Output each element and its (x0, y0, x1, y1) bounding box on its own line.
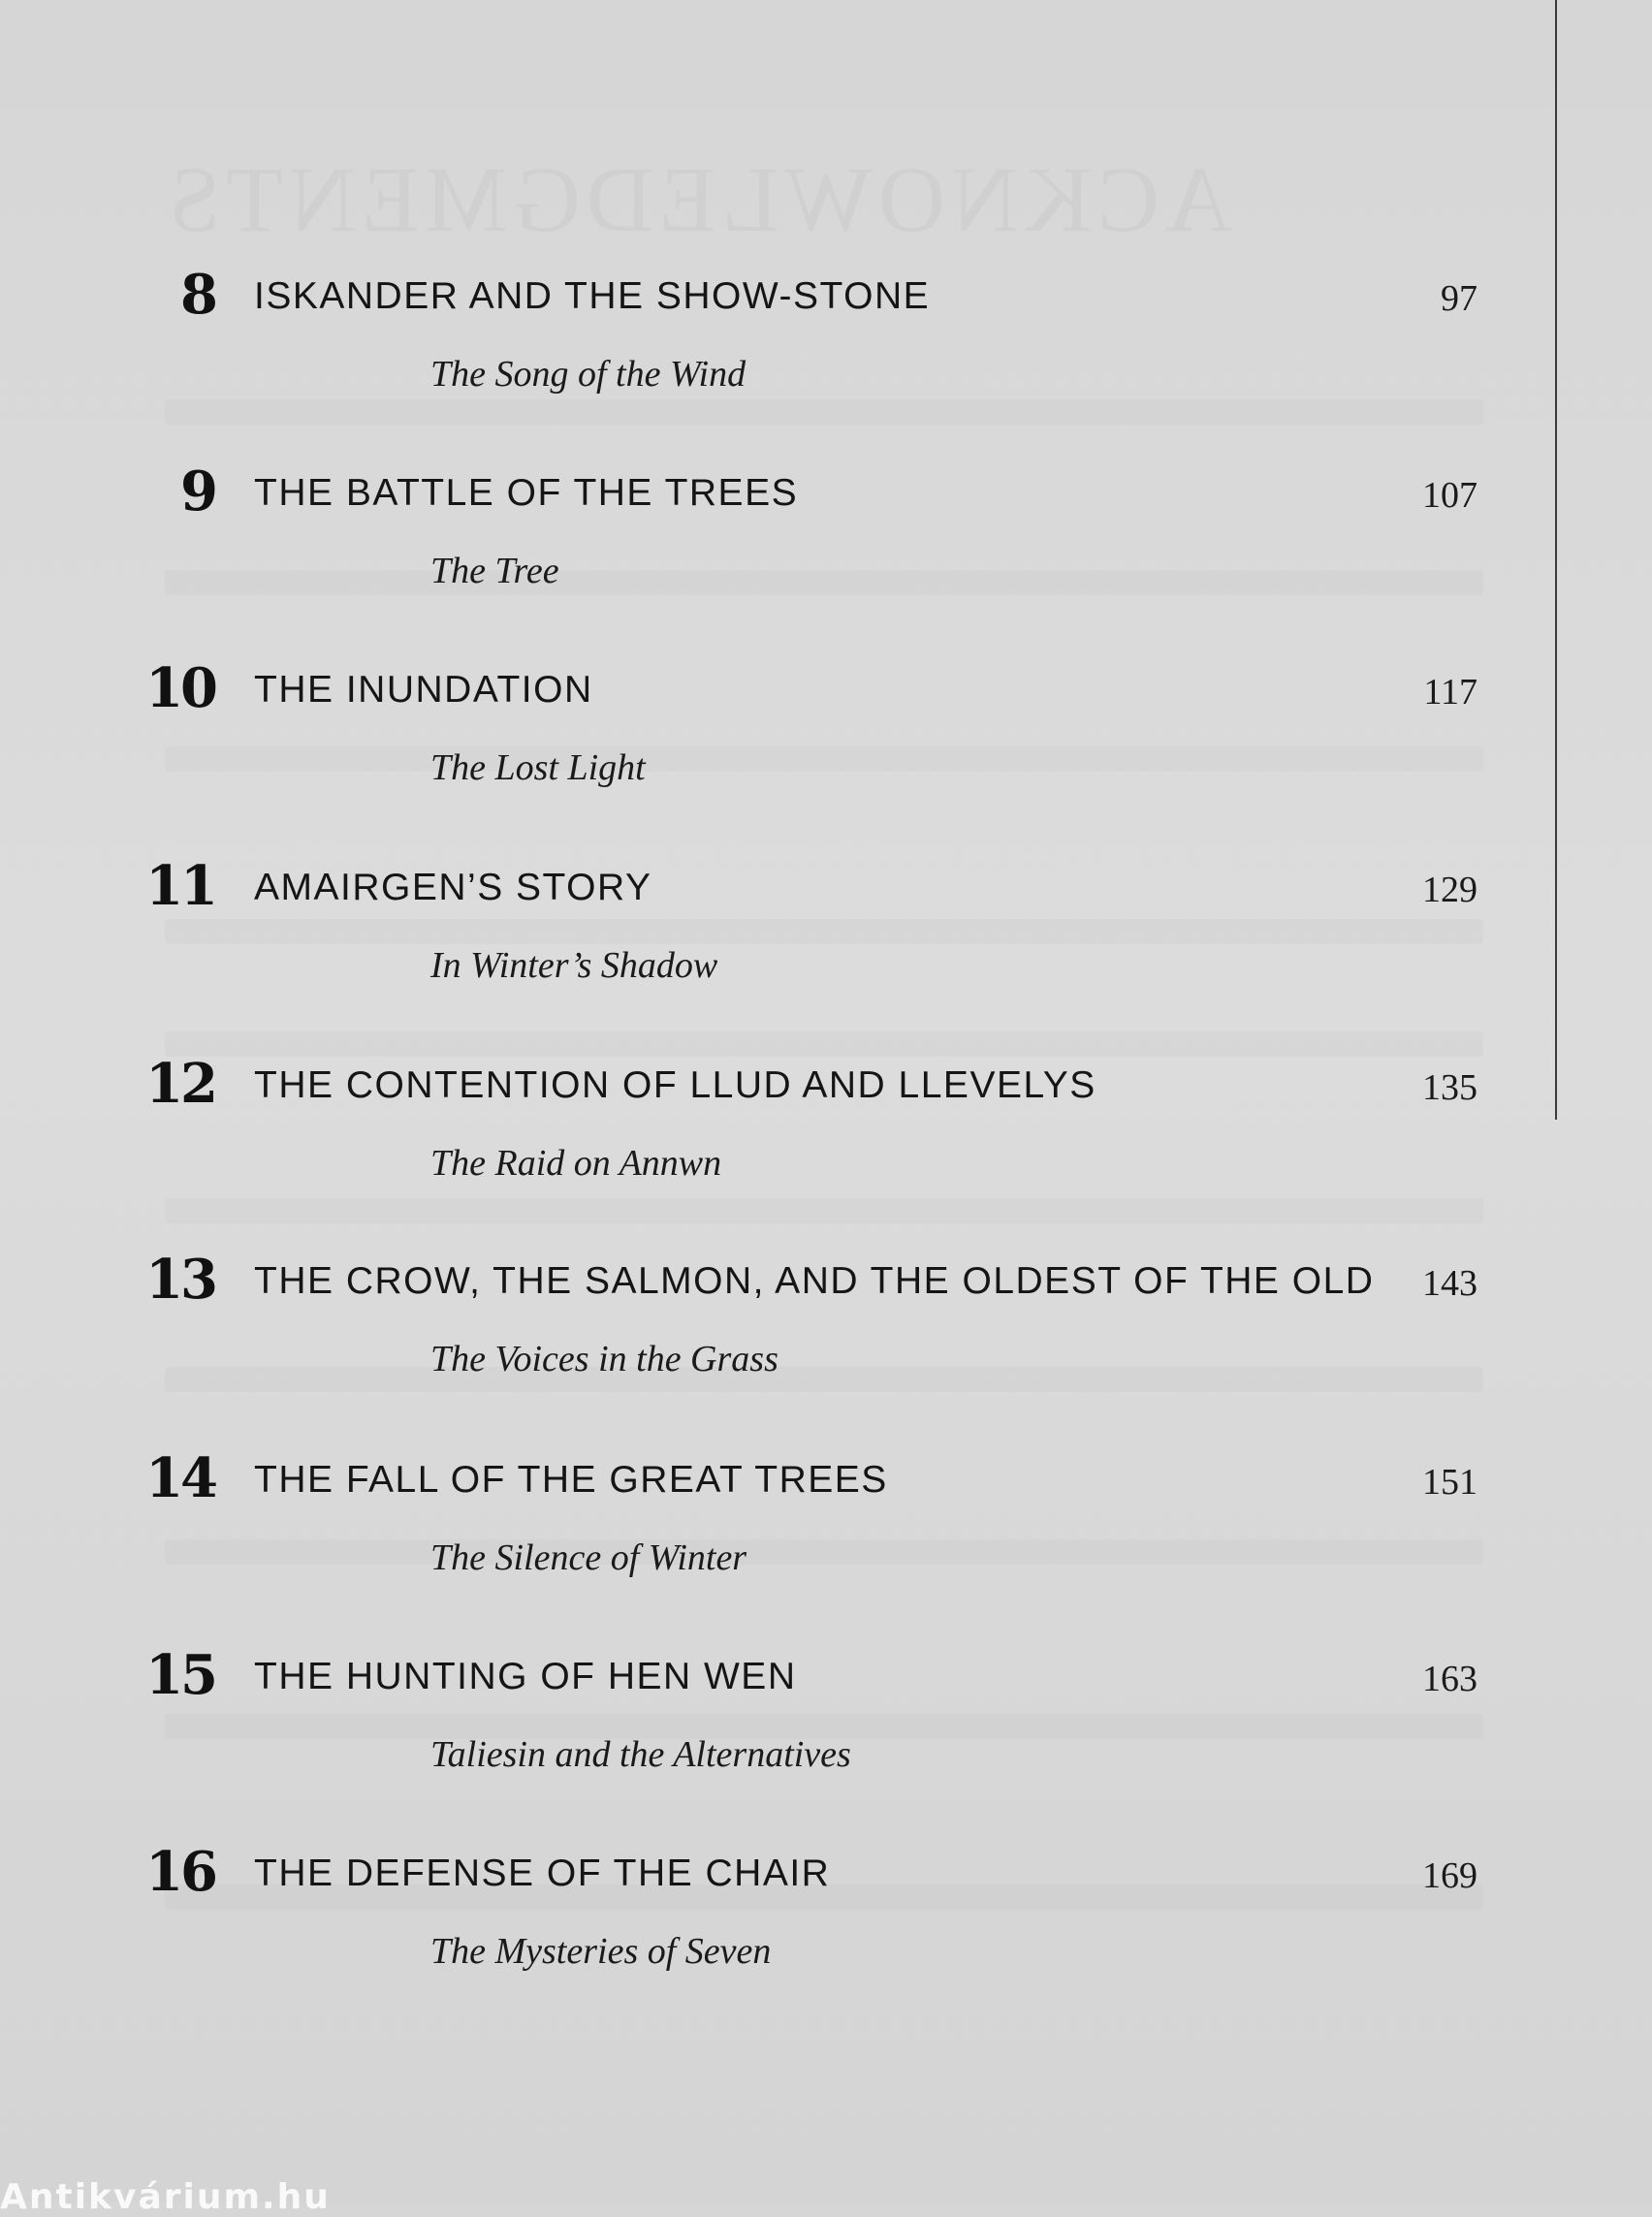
page-number: 97 (1441, 278, 1477, 319)
toc-entry (0, 1247, 1652, 1441)
page-number: 135 (1422, 1067, 1477, 1108)
chapter-number: 16 (145, 1840, 215, 1904)
toc-entry (0, 655, 1652, 849)
page-number: 107 (1422, 475, 1477, 516)
chapter-number: 10 (145, 656, 215, 720)
chapter-title: ISKANDER AND THE SHOW-STONE (254, 275, 931, 317)
chapter-subtitle: The Tree (430, 551, 559, 591)
chapter-title: THE CONTENTION OF LLUD AND LLEVELYS (254, 1064, 1096, 1106)
chapter-subtitle: The Raid on Annwn (430, 1143, 722, 1184)
chapter-title: THE DEFENSE OF THE CHAIR (254, 1853, 831, 1894)
chapter-subtitle: The Song of the Wind (430, 354, 747, 395)
chapter-subtitle: The Silence of Winter (430, 1537, 747, 1578)
toc-entry (0, 853, 1652, 1047)
page-number: 151 (1422, 1462, 1477, 1503)
chapter-subtitle: The Mysteries of Seven (430, 1931, 772, 1972)
chapter-number: 13 (145, 1248, 215, 1312)
chapter-subtitle: The Lost Light (430, 747, 646, 788)
chapter-title: THE BATTLE OF THE TREES (254, 472, 799, 514)
toc-entry (0, 1445, 1652, 1639)
page-number: 169 (1422, 1855, 1477, 1896)
toc-entry (0, 262, 1652, 456)
page-number: 163 (1422, 1659, 1477, 1699)
chapter-subtitle: The Voices in the Grass (430, 1339, 778, 1379)
toc-entry (0, 1642, 1652, 1836)
page-number: 143 (1422, 1263, 1477, 1304)
chapter-title: THE INUNDATION (254, 669, 593, 711)
chapter-number: 9 (180, 459, 215, 523)
page-number: 129 (1422, 870, 1477, 910)
toc-entry (0, 1051, 1652, 1245)
toc-entry (0, 459, 1652, 652)
chapter-title: THE FALL OF THE GREAT TREES (254, 1459, 888, 1501)
chapter-number: 12 (145, 1052, 215, 1116)
toc-entry (0, 1839, 1652, 2033)
chapter-number: 8 (180, 263, 215, 327)
watermark-text: Antikvárium.hu (0, 2177, 331, 2217)
chapter-subtitle: Taliesin and the Alternatives (430, 1734, 851, 1775)
chapter-subtitle: In Winter’s Shadow (430, 945, 718, 986)
chapter-title: AMAIRGEN’S STORY (254, 867, 652, 908)
chapter-title: THE CROW, THE SALMON, AND THE OLDEST OF THE OLD (254, 1260, 1375, 1302)
chapter-title: THE HUNTING OF HEN WEN (254, 1656, 797, 1697)
chapter-number: 11 (145, 854, 215, 918)
page-number: 117 (1423, 672, 1477, 713)
chapter-number: 14 (145, 1446, 215, 1510)
show-through-heading: ACKNOWLEDGMENTS (163, 147, 1233, 251)
chapter-number: 15 (145, 1643, 215, 1707)
